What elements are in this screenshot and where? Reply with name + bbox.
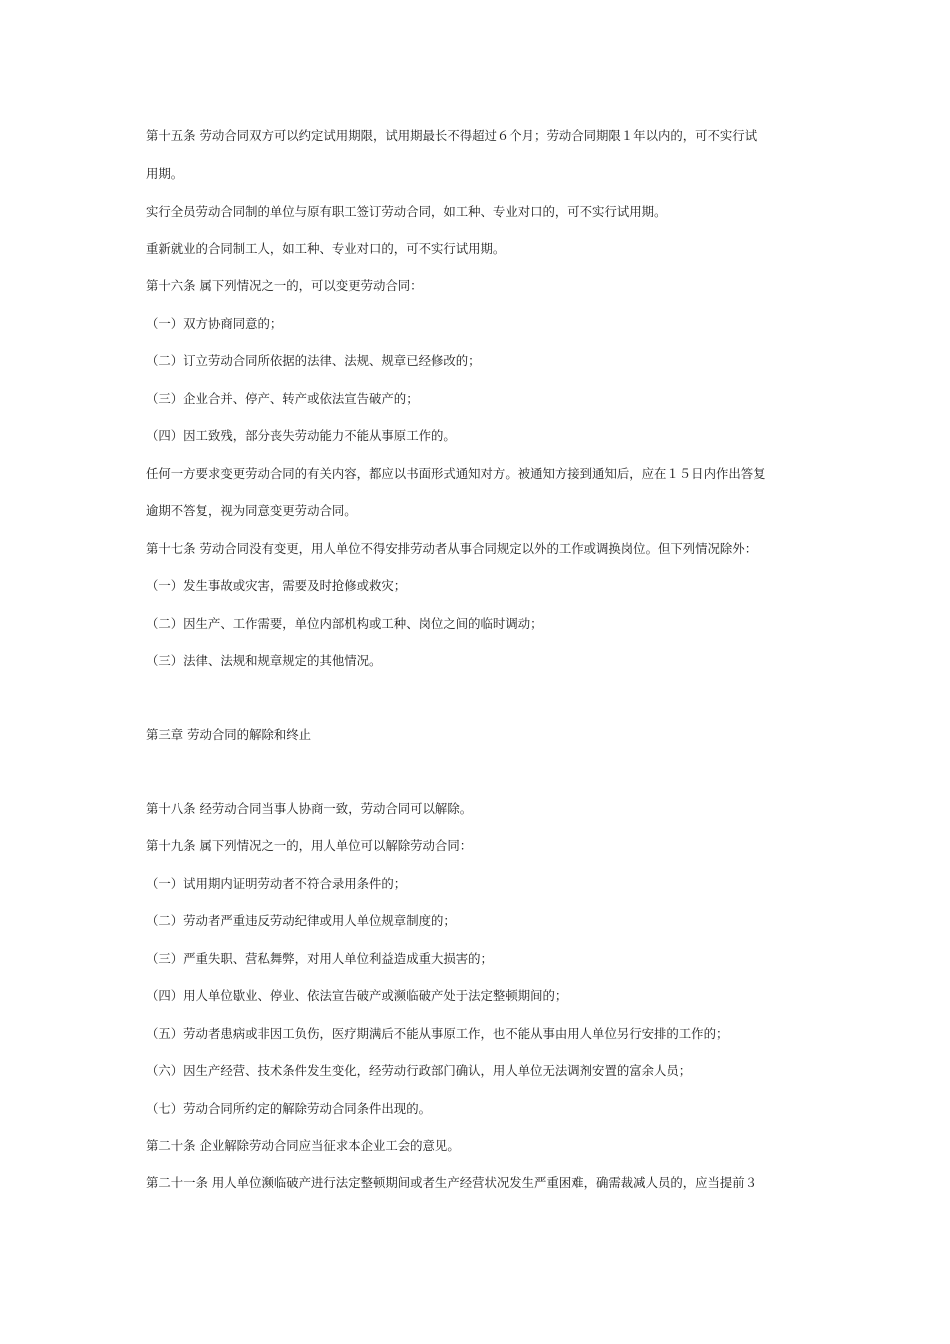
article-19-heading: 第十九条 属下列情况之一的，用人单位可以解除劳动合同：	[146, 838, 473, 853]
article-15-paragraph-2: 实行全员劳动合同制的单位与原有职工签订劳动合同，如工种、专业对口的，可不实行试用期。	[146, 204, 667, 219]
article-16-item-2: （二）订立劳动合同所依据的法律、法规、规章已经修改的；	[146, 353, 481, 368]
article-16-paragraph-line-2: 逾期不答复，视为同意变更劳动合同。	[146, 503, 357, 518]
article-16-item-3: （三）企业合并、停产、转产或依法宣告破产的；	[146, 391, 419, 406]
article-19-item-4: （四）用人单位歇业、停业、依法宣告破产或濒临破产处于法定整顿期间的；	[146, 988, 568, 1003]
article-15-line-2: 用期。	[146, 166, 184, 181]
article-15-line-1: 第十五条 劳动合同双方可以约定试用期限，试用期最长不得超过６个月；劳动合同期限１年以内的，可不实行试	[146, 128, 758, 143]
article-19-item-6: （六）因生产经营、技术条件发生变化，经劳动行政部门确认，用人单位无法调剂安置的富余人员；	[146, 1063, 692, 1078]
article-19-item-1: （一）试用期内证明劳动者不符合录用条件的；	[146, 876, 407, 891]
article-17-item-3: （三）法律、法规和规章规定的其他情况。	[146, 653, 382, 668]
article-21-line-1: 第二十一条 用人单位濒临破产进行法定整顿期间或者生产经营状况发生严重困难，确需裁减人员的，应当提前３	[146, 1175, 758, 1190]
article-16-heading: 第十六条 属下列情况之一的，可以变更劳动合同：	[146, 278, 423, 293]
article-17-item-2: （二）因生产、工作需要，单位内部机构或工种、岗位之间的临时调动；	[146, 616, 543, 631]
article-20: 第二十条 企业解除劳动合同应当征求本企业工会的意见。	[146, 1138, 460, 1153]
article-18: 第十八条 经劳动合同当事人协商一致，劳动合同可以解除。	[146, 801, 473, 816]
article-16-item-1: （一）双方协商同意的；	[146, 316, 283, 331]
article-19-item-2: （二）劳动者严重违反劳动纪律或用人单位规章制度的；	[146, 913, 456, 928]
article-16-item-4: （四）因工致残，部分丧失劳动能力不能从事原工作的。	[146, 428, 456, 443]
chapter-3-title: 第三章 劳动合同的解除和终止	[146, 727, 312, 742]
article-17-item-1: （一）发生事故或灾害，需要及时抢修或救灾；	[146, 578, 407, 593]
article-19-item-7: （七）劳动合同所约定的解除劳动合同条件出现的。	[146, 1101, 431, 1116]
article-17-heading: 第十七条 劳动合同没有变更，用人单位不得安排劳动者从事合同规定以外的工作或调换岗位。但下列情况除外：	[146, 541, 758, 556]
article-16-paragraph-line-1: 任何一方要求变更劳动合同的有关内容，都应以书面形式通知对方。被通知方接到通知后，应在１５日内作出答复	[146, 466, 766, 481]
article-15-paragraph-3: 重新就业的合同制工人，如工种、专业对口的，可不实行试用期。	[146, 241, 506, 256]
article-19-item-5: （五）劳动者患病或非因工负伤，医疗期满后不能从事原工作，也不能从事由用人单位另行安排的工作的；	[146, 1026, 729, 1041]
article-19-item-3: （三）严重失职、营私舞弊，对用人单位利益造成重大损害的；	[146, 951, 493, 966]
